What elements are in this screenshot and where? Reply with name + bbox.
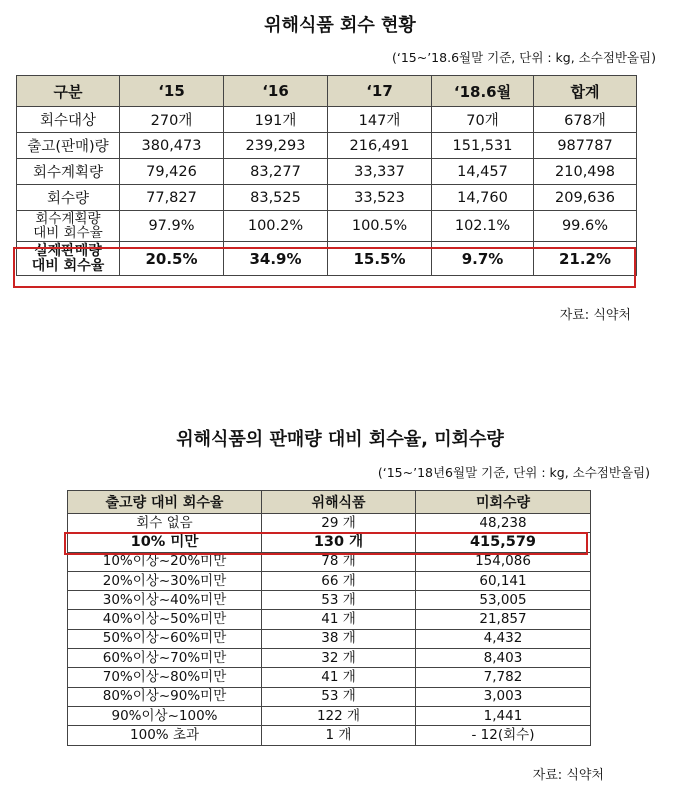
table-cell: 122 개 xyxy=(262,706,416,725)
table-row xyxy=(68,668,591,687)
table-cell: 216,491 xyxy=(328,133,432,159)
row-label: 회수계획량 xyxy=(17,159,120,185)
header-hazard-food: 위해식품 xyxy=(262,491,416,514)
table-cell: 77,827 xyxy=(120,185,224,211)
section1-source: 자료: 식약처 xyxy=(559,308,631,323)
table-cell: 987787 xyxy=(534,133,637,159)
table-cell: 78 개 xyxy=(262,552,416,571)
table-cell: 1,441 xyxy=(416,706,591,725)
highlighted-row xyxy=(17,242,637,276)
table-cell: 14,760 xyxy=(432,185,534,211)
table-cell: 53,005 xyxy=(416,591,591,610)
row-label: 출고(판매)량 xyxy=(17,133,120,159)
table-cell: 1 개 xyxy=(262,726,416,745)
table-cell: 130 개 xyxy=(262,533,416,552)
table-cell: 20.5% xyxy=(120,242,224,276)
table-row xyxy=(68,514,591,533)
table-cell: 41 개 xyxy=(262,668,416,687)
header-2015: ‘15 xyxy=(120,76,224,107)
header-2018-june: ‘18.6월 xyxy=(432,76,534,107)
table-cell: 38 개 xyxy=(262,629,416,648)
header-2016: ‘16 xyxy=(224,76,328,107)
table-cell: 7,782 xyxy=(416,668,591,687)
table-row xyxy=(68,552,591,571)
table-cell: 99.6% xyxy=(534,211,637,242)
table-cell: 70%이상~80%미만 xyxy=(68,668,262,687)
table-cell: 79,426 xyxy=(120,159,224,185)
table-cell: 83,525 xyxy=(224,185,328,211)
header-total: 합계 xyxy=(534,76,637,107)
table-cell: 15.5% xyxy=(328,242,432,276)
highlighted-row xyxy=(68,533,591,552)
table-cell: 380,473 xyxy=(120,133,224,159)
table-cell: 33,337 xyxy=(328,159,432,185)
table-header-row xyxy=(17,76,637,107)
table-cell: 41 개 xyxy=(262,610,416,629)
row-label-line1: 회수계획량 xyxy=(35,211,101,227)
table-cell: 60%이상~70%미만 xyxy=(68,649,262,668)
table-row xyxy=(68,591,591,610)
table-cell: 10% 미만 xyxy=(68,533,262,552)
recall-status-table xyxy=(16,75,637,276)
table-header-row xyxy=(68,491,591,514)
table-cell: 60,141 xyxy=(416,571,591,590)
table-cell: 34.9% xyxy=(224,242,328,276)
row-label-line1: 실제판매량 xyxy=(34,242,102,259)
table-cell: 100.5% xyxy=(328,211,432,242)
table-cell: 21,857 xyxy=(416,610,591,629)
table-cell: 10%이상~20%미만 xyxy=(68,552,262,571)
table-cell: 9.7% xyxy=(432,242,534,276)
table-cell: 66 개 xyxy=(262,571,416,590)
section1-note: (‘15~’18.6월말 기준, 단위 : kg, 소수점반올림) xyxy=(391,50,656,65)
table-cell: 70개 xyxy=(432,107,534,133)
table-cell: 40%이상~50%미만 xyxy=(68,610,262,629)
header-unrecovered: 미회수량 xyxy=(416,491,591,514)
table-cell: 30%이상~40%미만 xyxy=(68,591,262,610)
table-cell: 209,636 xyxy=(534,185,637,211)
table-cell: 48,238 xyxy=(416,514,591,533)
row-label: 회수량 xyxy=(17,185,120,211)
table-row xyxy=(68,649,591,668)
table-row xyxy=(17,107,637,133)
table-cell: 100.2% xyxy=(224,211,328,242)
table-cell: 80%이상~90%미만 xyxy=(68,687,262,706)
table-cell: 97.9% xyxy=(120,211,224,242)
table-row xyxy=(68,726,591,745)
table-cell: 151,531 xyxy=(432,133,534,159)
table-cell: 14,457 xyxy=(432,159,534,185)
header-category: 구분 xyxy=(17,76,120,107)
section2-source: 자료: 식약처 xyxy=(532,768,604,783)
table-cell: 154,086 xyxy=(416,552,591,571)
section1-title: 위해식품 회수 현황 xyxy=(264,15,416,36)
table-row xyxy=(17,159,637,185)
table-row xyxy=(17,211,637,242)
table-cell: 21.2% xyxy=(534,242,637,276)
table-row xyxy=(17,133,637,159)
header-2017: ‘17 xyxy=(328,76,432,107)
table-row xyxy=(68,571,591,590)
table-cell: 239,293 xyxy=(224,133,328,159)
table-row xyxy=(68,687,591,706)
table-cell: - 12(회수) xyxy=(416,726,591,745)
table-cell: 678개 xyxy=(534,107,637,133)
row-label xyxy=(17,211,120,242)
table-cell: 20%이상~30%미만 xyxy=(68,571,262,590)
table-cell: 415,579 xyxy=(416,533,591,552)
table-cell: 83,277 xyxy=(224,159,328,185)
table-row xyxy=(68,629,591,648)
table-row xyxy=(68,706,591,725)
table-cell: 3,003 xyxy=(416,687,591,706)
recall-rate-table xyxy=(67,490,591,746)
table-cell: 33,523 xyxy=(328,185,432,211)
row-label-line2: 대비 회수율 xyxy=(33,225,103,241)
table-cell: 100% 초과 xyxy=(68,726,262,745)
section2-note: (‘15~’18년6월말 기준, 단위 : kg, 소수점반올림) xyxy=(377,465,650,480)
header-recall-rate: 출고량 대비 회수율 xyxy=(68,491,262,514)
table-row xyxy=(68,610,591,629)
table-cell: 8,403 xyxy=(416,649,591,668)
table-cell: 90%이상~100% xyxy=(68,706,262,725)
table-cell: 32 개 xyxy=(262,649,416,668)
table-cell: 50%이상~60%미만 xyxy=(68,629,262,648)
table-cell: 4,432 xyxy=(416,629,591,648)
row-label xyxy=(17,242,120,276)
row-label-line2: 대비 회수율 xyxy=(31,257,105,274)
table-cell: 29 개 xyxy=(262,514,416,533)
table-cell: 147개 xyxy=(328,107,432,133)
table-cell: 210,498 xyxy=(534,159,637,185)
table-cell: 53 개 xyxy=(262,591,416,610)
table-cell: 102.1% xyxy=(432,211,534,242)
section2-title: 위해식품의 판매량 대비 회수율, 미회수량 xyxy=(176,429,504,450)
table-cell: 회수 없음 xyxy=(68,514,262,533)
table-cell: 191개 xyxy=(224,107,328,133)
table-row xyxy=(17,185,637,211)
table-cell: 270개 xyxy=(120,107,224,133)
table-cell: 53 개 xyxy=(262,687,416,706)
row-label: 회수대상 xyxy=(17,107,120,133)
